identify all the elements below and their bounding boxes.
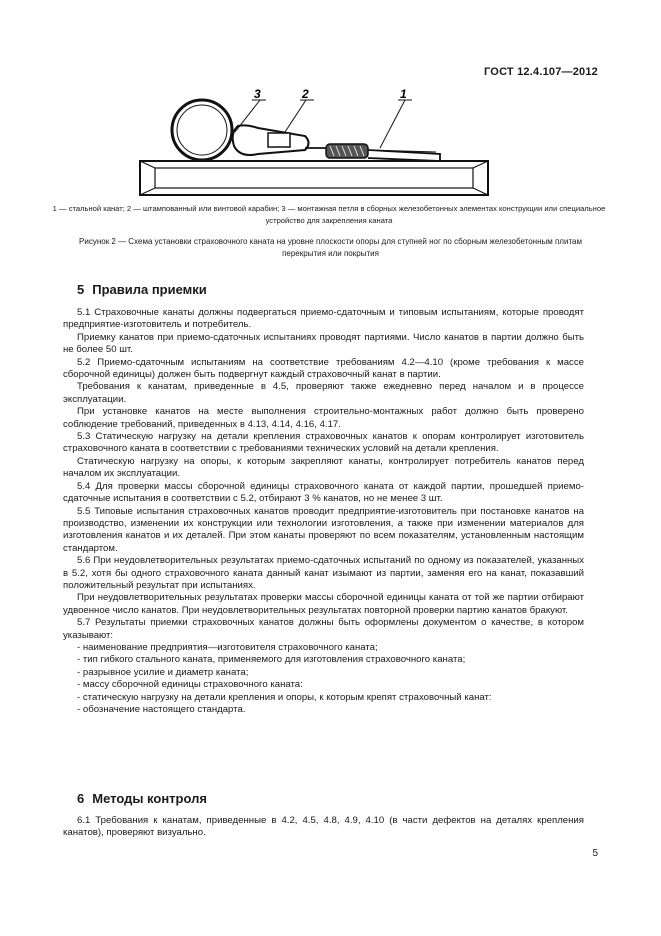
paragraph: При установке канатов на месте выполнения строительно-монтажных работ должно быть проверено соблюдение требований, приведенных в 4.13, 4.14, 4.16, 4.17. [63,406,584,430]
list-item: - массу сборочной единицы страховочного каната: [63,679,584,691]
callout-label-3: 3 [254,88,261,101]
list-item: - наименование предприятия—изготовителя страховочного каната; [63,642,584,654]
mounting-loop [172,100,232,160]
paragraph: Приемку канатов при приемо-сдаточных испытаниях проводят партиями. Число канатов в партии должно быть не более 50 шт. [63,331,584,356]
section-5-heading [77,282,207,297]
figure-legend: 1 — стальной канат; 2 — штампованный или винтовой карабин; 3 — монтажная петля в сборных железобетонных элементах конструкции или специальное устройство для закрепления каната [52,204,606,225]
paragraph: Статическую нагрузку на опоры, к которым закрепляют канаты, контролирует потребитель канатов перед началом их эксплуатации. [63,455,584,480]
concrete-slab [140,161,488,195]
callout-label-2: 2 [302,88,309,101]
section-number: 5 [77,282,85,297]
carabiner-gate [268,133,290,147]
paragraph: При неудовлетворительных результатах проверки массы сборочной единицы каната от той же партии отбирают удвоенное число канатов. При неудовлетворительных результатах повторной проверки партию канатов бракуют. [63,592,584,616]
paragraph: Требования к канатам, приведенные в 4.5, проверяют также ежедневно перед началом и в процессе эксплуатации. [63,381,584,405]
callout-leader-1 [380,100,405,148]
paragraph: 5.6 При неудовлетворительных результатах приемо-сдаточных испытаний по одному из показателей, указанных в 5.2, хотя бы одного страховочного каната данный канат изымают из партии, заменяя его на канат, показавший положительный результат при испытаниях. [63,555,584,591]
paragraph: 5.7 Результаты приемки страховочных канатов должны быть оформлены документом о качестве, в котором указывают: [63,617,584,641]
figure-title: Рисунок 2 — Схема установки страховочного каната на уровне плоскости опоры для ступней ног по сборным железобетонным плитам перекрытия или покрытия [79,237,582,258]
paragraph: 5.1 Страховочные канаты должны подвергаться приемо-сдаточным и типовым испытаниям, которые проводят предприятие-изготовитель и потребитель. [63,307,584,331]
section-6-heading [77,791,207,806]
paragraph: 5.3 Статическую нагрузку на детали крепления страховочных канатов к опорам контролирует изготовитель страховочного каната в соответствии с требованиями технических условий на детали крепления. [63,431,584,455]
rope-installation-figure [130,88,500,203]
list-item: - разрывное усилие и диаметр каната; [63,667,584,679]
section-title: Правила приемки [92,282,207,297]
list-item: - тип гибкого стального каната, применяемого для изготовления страховочного каната; [63,654,584,666]
document-code: ГОСТ 12.4.107—2012 [484,66,598,78]
paragraph: 5.5 Типовые испытания страховочных канатов проводит предприятие-изготовитель при постановке канатов на производство, изменении их конструкции или технологии изготовления, а также при изменении материалов для изготовления канатов и их деталей. При этом канаты проверяют по всем показателям, установленным настоящим стандартом. [63,505,584,554]
section-5-body [63,307,584,716]
page-number: 5 [592,848,598,859]
section-title: Методы контроля [92,791,207,806]
mounting-loop-inner [177,105,227,155]
section-number: 6 [77,791,85,806]
paragraph: 6.1 Требования к канатам, приведенные в 4.2, 4.5, 4.8, 4.9, 4.10 (в части дефектов на деталях крепления канатов), проверяют визуально. [63,815,584,839]
list-item: - обозначение настоящего стандарта. [63,704,584,716]
callout-label-1: 1 [400,88,407,101]
callout-leader-2 [285,100,306,132]
quality-document-list [63,642,584,716]
paragraph: 5.2 Приемо-сдаточным испытаниям на соответствие требованиям 4.2—4.10 (кроме требования к массе сборочной единицы) должен быть подвергнут каждый страховочный канат в партии. [63,356,584,381]
paragraph: 5.4 Для проверки массы сборочной единицы страховочного каната от каждой партии, прошедшей приемо-сдаточные испытания в соответствии с 5.2, отбирают 3 % канатов, но не менее 3 шт. [63,480,584,505]
list-item: - статическую нагрузку на детали крепления и опоры, к которым крепят страховочный канат: [63,692,584,704]
section-6-body [63,815,584,840]
